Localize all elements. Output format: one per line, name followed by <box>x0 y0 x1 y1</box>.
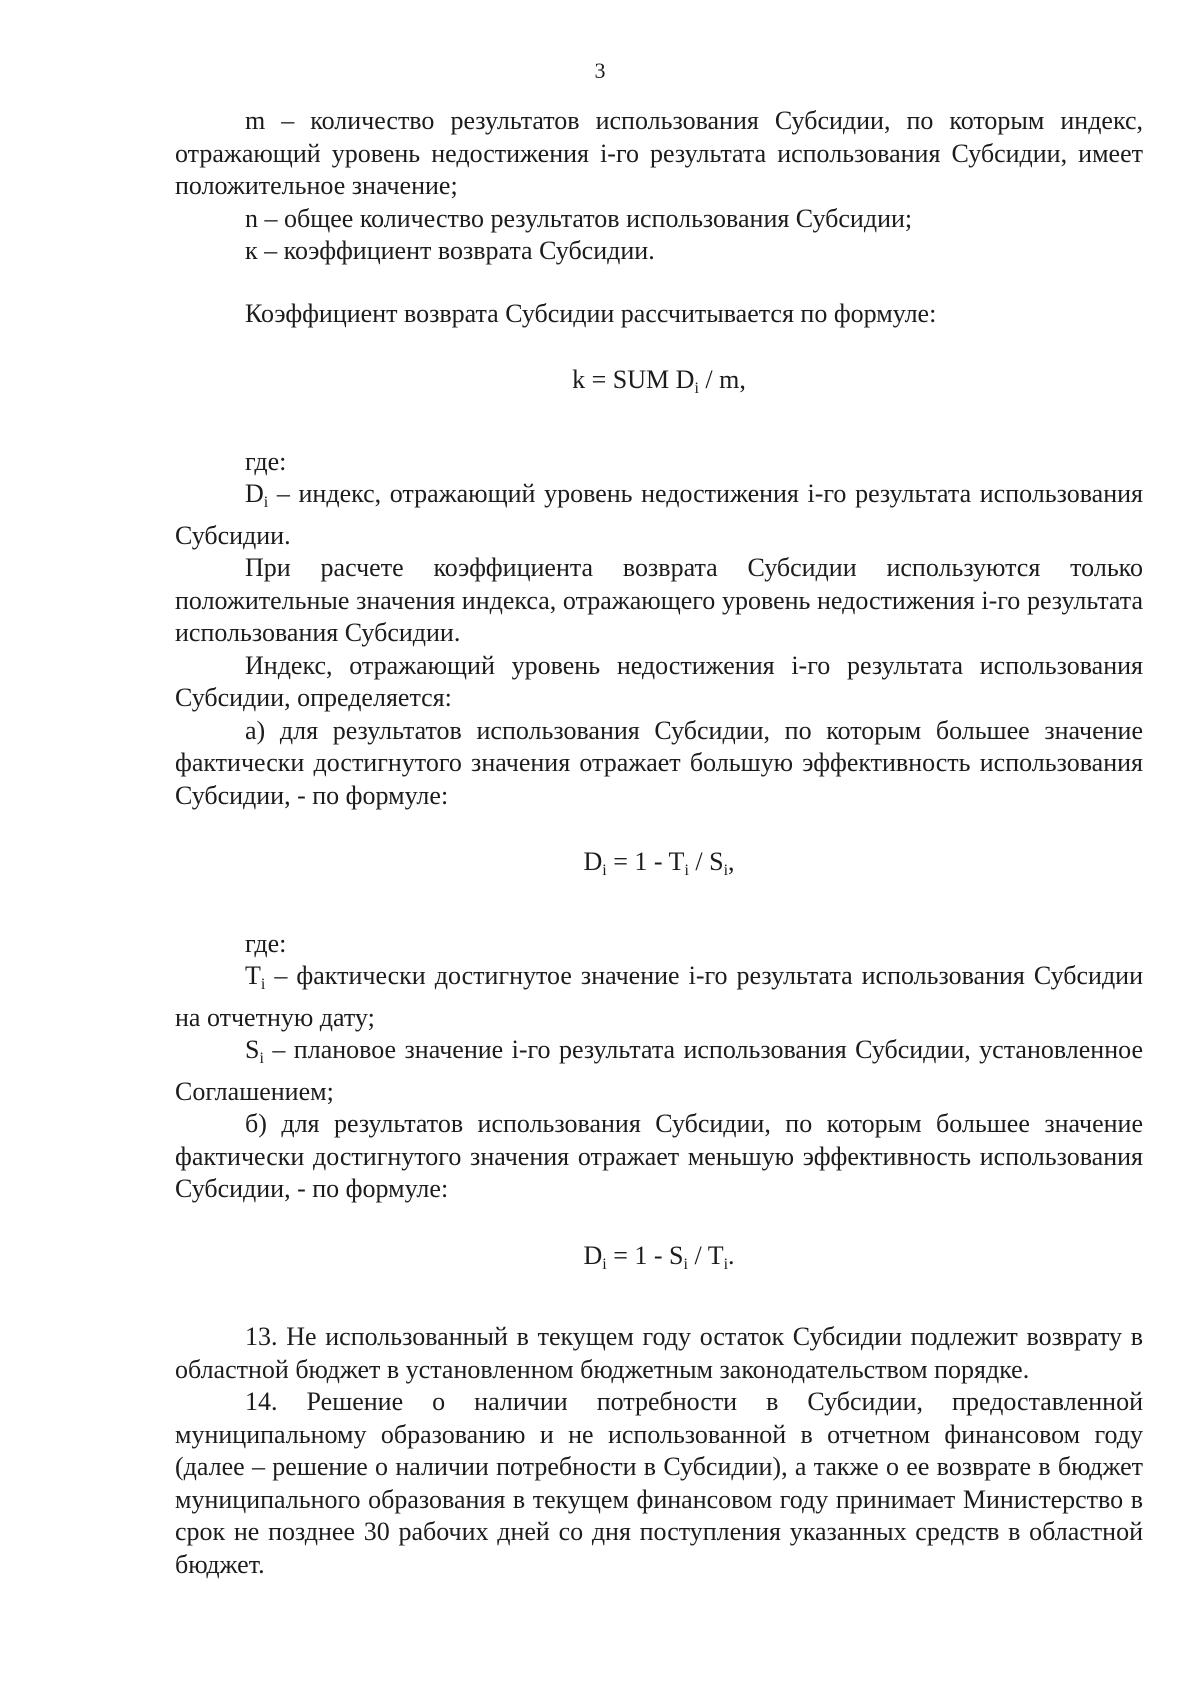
formula-a-mid: = 1 - T <box>606 847 685 876</box>
formula-b-d: D <box>583 1240 603 1270</box>
where-label-2: где: <box>245 928 287 958</box>
definition-n: n – общее количество результатов использования Субсидии; <box>245 203 913 233</box>
definition-k: к – коэффициент возврата Субсидии. <box>245 236 655 265</box>
formula-b-s-sub: i <box>683 1255 688 1273</box>
definition-si <box>175 1034 1143 1108</box>
di-sub: i <box>263 494 269 511</box>
ti-symbol: T <box>245 961 261 990</box>
ti-text: – фактически достигнутое значение i-го результата использования Субсидии на отчетную дату; <box>175 961 1143 1032</box>
si-text: – плановое значение i-го результата использования Субсидии, установленное Соглашением; <box>175 1035 1143 1106</box>
document-body <box>175 105 1143 1581</box>
definition-ti <box>175 960 1143 1034</box>
definition-m: m – количество результатов использования Субсидии, по которым индекс, отражающий уровень недостижения i-го результата использования Субсидии, имеет положительное значение; <box>175 106 1143 200</box>
formula-b-mid: = 1 - S <box>606 1240 684 1270</box>
formula-k-sub: i <box>694 380 699 397</box>
ti-sub: i <box>260 976 266 993</box>
si-symbol: S <box>245 1035 260 1064</box>
formula-k-prefix: k = SUM D <box>572 365 695 394</box>
si-sub: i <box>259 1050 264 1067</box>
formula-a-end: , <box>728 847 735 876</box>
clause-14: 14. Решение о наличии потребности в Субсидии, предоставленной муниципальному образованию и не использованной в отчетном финансовом году (далее – решение о наличии потребности в Субсидии), а также о ее возврате в бюджет муниципального образования в текущем финансовом году принимает Министерство в срок не позднее 30 рабочих дней со дня поступления указанных средств в областной бюджет. <box>175 1387 1143 1579</box>
formula-b-slash: / T <box>687 1240 724 1270</box>
di-symbol: D <box>245 479 264 508</box>
formula-a-slash: / S <box>688 847 724 876</box>
definition-di <box>175 478 1143 552</box>
formula-a-s-sub: i <box>723 862 729 879</box>
formula-k <box>175 364 1143 406</box>
formula-b-end: . <box>728 1240 735 1270</box>
formula-b-t-sub: i <box>723 1255 729 1273</box>
positive-values-note: При расчете коэффициента возврата Субсидии используются только положительные значения индекса, отражающего уровень недостижения i-го результата использования Субсидии. <box>175 553 1143 647</box>
formula-b <box>175 1240 1143 1282</box>
di-text: – индекс, отражающий уровень недостижения i-го результата использования Субсидии. <box>175 479 1143 550</box>
page-number: 3 <box>594 58 606 83</box>
case-a: а) для результатов использования Субсидии, по которым большее значение фактически достигнутого значения отражает большую эффективность использования Субсидии, - по формуле: <box>175 715 1143 810</box>
formula-a-t-sub: i <box>684 862 689 879</box>
formula-a-d: D <box>583 847 603 876</box>
case-b: б) для результатов использования Субсидии, по которым большее значение фактически достигнутого значения отражает меньшую эффективность использования Субсидии, - по формуле: <box>175 1109 1143 1203</box>
formula-a-d-sub: i <box>602 862 607 879</box>
formula-b-d-sub: i <box>602 1255 607 1273</box>
index-intro: Индекс, отражающий уровень недостижения i-го результата использования Субсидии, определяется: <box>175 650 1143 712</box>
clause-13: 13. Не использованный в текущем году остаток Субсидии подлежит возврату в областной бюджет в установленном бюджетным законодательством порядке. <box>175 1322 1143 1384</box>
where-label-1: где: <box>245 446 287 476</box>
formula-k-suffix: / m, <box>698 365 746 394</box>
formula-a <box>175 846 1143 888</box>
coefficient-intro: Коэффициент возврата Субсидии рассчитывается по формуле: <box>245 298 937 328</box>
